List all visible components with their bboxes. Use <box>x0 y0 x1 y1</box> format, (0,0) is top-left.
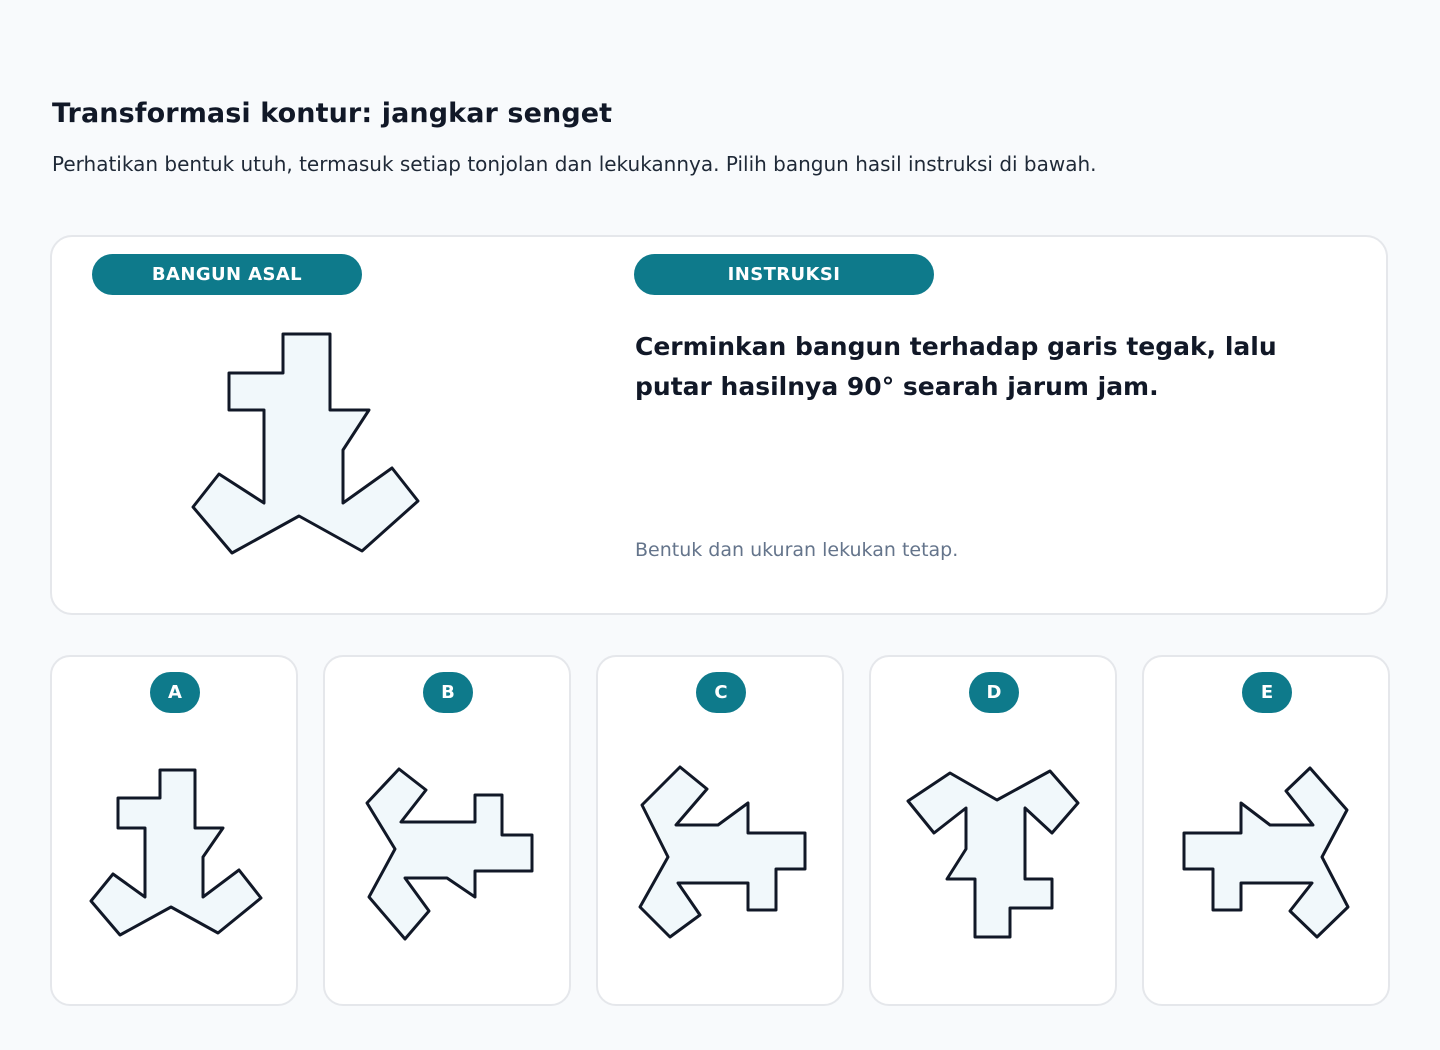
option-letter-c: C <box>696 672 746 713</box>
instruction-text: Cerminkan bangun terhadap garis tegak, lalu putar hasilnya 90° searah jarum jam. <box>635 332 1277 401</box>
option-shape-b-outline <box>367 769 532 939</box>
origin-label: BANGUN ASAL <box>92 254 362 295</box>
page-subtitle: Perhatikan bentuk utuh, termasuk setiap tonjolan dan lekukannya. Pilih bangun hasil instruksi di bawah. <box>52 152 1097 176</box>
option-shape-a-outline <box>91 770 261 935</box>
option-card-d[interactable] <box>869 655 1117 1006</box>
option-shape-e-outline <box>1184 768 1348 937</box>
origin-shape <box>172 317 432 567</box>
option-letter-a: A <box>150 672 200 713</box>
option-shape-e <box>1144 737 1392 987</box>
option-letter-e: E <box>1242 672 1292 713</box>
instruction-label: INSTRUKSI <box>634 254 934 295</box>
option-card-c[interactable] <box>596 655 844 1006</box>
option-letter-d: D <box>969 672 1019 713</box>
option-letter-b: B <box>423 672 473 713</box>
question-panel <box>50 235 1388 615</box>
option-shape-b <box>325 737 573 987</box>
option-shape-d-outline <box>908 771 1078 937</box>
option-shape-a <box>52 737 300 987</box>
option-card-a[interactable] <box>50 655 298 1006</box>
option-card-e[interactable] <box>1142 655 1390 1006</box>
option-shape-c <box>598 737 846 987</box>
option-shape-c-outline <box>640 767 805 937</box>
page-title: Transformasi kontur: jangkar senget <box>52 98 613 129</box>
option-shape-d <box>871 737 1119 987</box>
origin-shape-outline <box>193 334 418 553</box>
option-card-b[interactable] <box>323 655 571 1006</box>
instruction-note: Bentuk dan ukuran lekukan tetap. <box>635 539 959 561</box>
